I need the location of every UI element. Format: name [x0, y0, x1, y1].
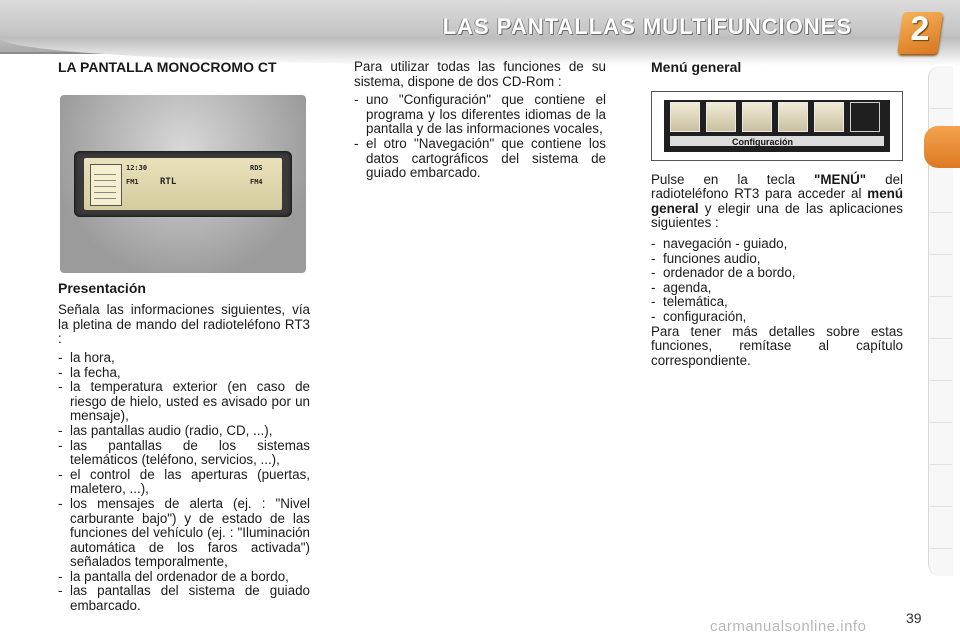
- column-monochrome-display: [58, 60, 310, 614]
- screen-band: FM1: [126, 177, 139, 186]
- menu-instructions: [651, 173, 903, 231]
- navigation-icon: [670, 102, 700, 132]
- list-item: - uno "Configuración" que contiene el programa y los diferentes idiomas de la pantalla y de las informaciones vocales,: [354, 93, 606, 137]
- column-cd-rom: [354, 60, 606, 181]
- list-item: - agenda,: [651, 281, 903, 296]
- watermark: carmanualsonline.info: [710, 618, 867, 635]
- list-item: - ordenador de a bordo,: [651, 266, 903, 281]
- telephone-icon: [814, 102, 844, 132]
- agenda-icon: [778, 102, 808, 132]
- text-run: Pulse en la tecla: [651, 171, 796, 187]
- section-heading: LA PANTALLA MONOCROMO CT: [58, 59, 277, 75]
- list-item: - telemática,: [651, 295, 903, 310]
- compass-grid: [94, 169, 116, 199]
- menu-heading: Menú general: [651, 59, 742, 75]
- chapter-number: 2: [910, 10, 930, 48]
- list-item: - la pantalla del ordenador de a bordo,: [58, 570, 310, 585]
- list-item: - navegación - guiado,: [651, 237, 903, 252]
- page-title: LAS PANTALLAS MULTIFUNCIONES: [442, 14, 852, 39]
- intro-text: Señala las informaciones siguientes, vía la pletina de mando del radioteléfono RT3 :: [58, 302, 310, 347]
- trip-computer-icon: [742, 102, 772, 132]
- side-tab-2-active[interactable]: [924, 126, 960, 168]
- side-tab-3[interactable]: [930, 170, 952, 213]
- application-list: [651, 237, 903, 325]
- list-item: - las pantallas del sistema de guiado embarcado.: [58, 584, 310, 613]
- list-item: - la fecha,: [58, 366, 310, 381]
- audio-icon: [706, 102, 736, 132]
- list-item: - el otro "Navegación" que contiene los datos cartográficos del sistema de guiado embarcado.: [354, 137, 606, 181]
- text-run: y elegir una de las aplicaciones siguientes :: [651, 200, 903, 231]
- side-tab-6[interactable]: [930, 296, 952, 339]
- menu-key-name: "MENÚ": [814, 171, 867, 187]
- side-tab-11[interactable]: [930, 506, 952, 549]
- list-item: - las pantallas audio (radio, CD, ...),: [58, 424, 310, 439]
- screen-station: RTL: [160, 176, 177, 187]
- list-item: - configuración,: [651, 310, 903, 325]
- side-tab-1[interactable]: [930, 66, 952, 109]
- column-general-menu: [651, 60, 903, 368]
- screen-preset: FM4: [250, 177, 263, 186]
- outro-text: Para tener más detalles sobre estas funciones, remítase al capítulo correspondiente.: [651, 323, 903, 368]
- text-run: del radioteléfono RT3 para acceder al: [651, 171, 903, 202]
- screen-extra: RDS: [250, 163, 263, 172]
- screen-time: 12:30: [126, 163, 148, 172]
- list-item: - los mensajes de alerta (ej. : "Nivel carburante bajo") y de estado de las funciones del vehículo (ej. : "Iluminación automática de los faros activada") señalados temporalmente,: [58, 497, 310, 570]
- side-tab-7[interactable]: [930, 338, 952, 381]
- page-number: 39: [906, 610, 922, 626]
- menu-screenshot: [651, 91, 903, 161]
- info-list: [58, 351, 310, 614]
- display-photo: [60, 95, 306, 273]
- general-menu-name: menú general: [651, 186, 903, 216]
- menu-selected-label: Configuración: [732, 136, 793, 147]
- side-tab-5[interactable]: [930, 254, 952, 297]
- cd-list: [354, 93, 606, 181]
- subheading-presentation: Presentación: [58, 279, 146, 296]
- list-item: - la temperatura exterior (en caso de riesgo de hielo, usted es avisado por un mensaje),: [58, 380, 310, 424]
- side-tab-9[interactable]: [930, 422, 952, 465]
- cd-intro-text: Para utilizar todas las funciones de su sistema, dispone de dos CD-Rom :: [354, 59, 606, 89]
- list-item: - el control de las aperturas (puertas, maletero, ...),: [58, 468, 310, 497]
- configuration-icon: [850, 102, 880, 132]
- side-tab-8[interactable]: [930, 380, 952, 423]
- side-tab-4[interactable]: [930, 212, 952, 255]
- list-item: - las pantallas de los sistemas telemáticos (teléfono, servicios, ...),: [58, 439, 310, 468]
- side-tab-10[interactable]: [930, 464, 952, 507]
- list-item: - la hora,: [58, 351, 310, 366]
- list-item: - funciones audio,: [651, 252, 903, 267]
